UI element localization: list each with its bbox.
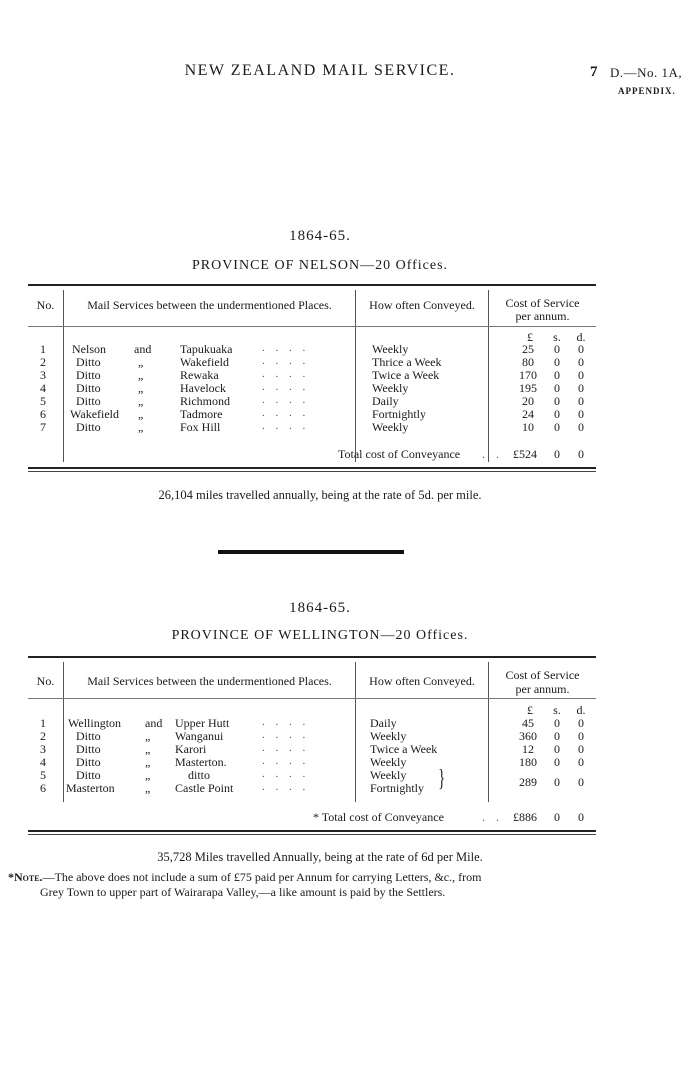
leader-dots: . . . . [262, 729, 310, 741]
leader-dots: . . [482, 810, 503, 824]
frequency: Fortnightly [370, 781, 425, 795]
leader-dots: . . . . [262, 742, 310, 754]
wellington-total-pence: 0 [578, 810, 584, 824]
frequency: Twice a Week [372, 368, 440, 382]
cost-pounds: 289 [519, 775, 537, 789]
nelson-col-header-cost-line1: Cost of Service [505, 296, 580, 310]
frequency: Fortnightly [372, 407, 427, 421]
route-and: and [145, 716, 163, 730]
leader-dots: . . . . [262, 407, 310, 419]
nelson-table-bottom-rule-thin [28, 471, 596, 472]
wellington-total-pounds: £886 [513, 810, 537, 824]
cost-shillings: 0 [554, 742, 560, 756]
wellington-total-shillings: 0 [554, 810, 560, 824]
row-number: 5 [40, 394, 46, 408]
route-and: „ [138, 355, 144, 369]
wellington-col-header-services: Mail Services between the undermentioned Places. [87, 674, 332, 688]
nelson-col-header-frequency: How often Conveyed. [369, 298, 475, 312]
route-from: Ditto [76, 368, 101, 382]
nelson-total-pounds: £524 [513, 447, 537, 461]
nelson-header-rule [28, 326, 596, 327]
wellington-col-header-frequency: How often Conveyed. [369, 674, 475, 688]
cost-pence: 0 [578, 755, 584, 769]
cost-shillings: 0 [554, 407, 560, 421]
row-number: 2 [40, 729, 46, 743]
row-number: 4 [40, 755, 46, 769]
cost-pence: 0 [578, 381, 584, 395]
wellington-pence-header: d. [576, 703, 586, 717]
frequency: Twice a Week [370, 742, 438, 756]
cost-shillings: 0 [554, 368, 560, 382]
nelson-col-divider-no [63, 290, 64, 462]
row-number: 6 [40, 781, 46, 795]
route-to: Rewaka [180, 368, 219, 382]
cost-shillings: 0 [554, 729, 560, 743]
route-and: „ [138, 420, 144, 434]
cost-shillings: 0 [554, 394, 560, 408]
cost-pounds: 170 [519, 368, 537, 382]
route-and: „ [138, 407, 144, 421]
nelson-pounds-header: £ [527, 330, 533, 344]
cost-pounds: 80 [522, 355, 534, 369]
nelson-year: 1864-65. [289, 228, 351, 244]
route-and: „ [145, 781, 151, 795]
cost-pence: 0 [578, 775, 584, 789]
route-to: Masterton. [175, 755, 227, 769]
cost-pounds: 360 [519, 729, 537, 743]
route-from: Ditto [76, 355, 101, 369]
route-from: Ditto [76, 381, 101, 395]
leader-dots: . . . . [262, 381, 310, 393]
leader-dots: . . . . [262, 394, 310, 406]
wellington-table-bottom-rule [28, 830, 596, 832]
cost-pounds: 20 [522, 394, 534, 408]
frequency: Daily [372, 394, 399, 408]
row-number: 3 [40, 368, 46, 382]
route-and: „ [145, 742, 151, 756]
row-number: 5 [40, 768, 46, 782]
cost-pence: 0 [578, 716, 584, 730]
wellington-col-header-cost-line2: per annum. [515, 682, 570, 696]
page-number: 7 [590, 64, 598, 80]
row-number: 7 [40, 420, 46, 434]
route-from: Ditto [76, 768, 101, 782]
frequency: Weekly [370, 755, 407, 769]
leader-dots: . . . . [262, 755, 310, 767]
wellington-province-title: PROVINCE OF WELLINGTON—20 Offices. [171, 628, 469, 643]
cost-shillings: 0 [554, 716, 560, 730]
cost-shillings: 0 [554, 775, 560, 789]
route-from: Ditto [76, 394, 101, 408]
row-number: 3 [40, 742, 46, 756]
cost-shillings: 0 [554, 381, 560, 395]
cost-pence: 0 [578, 420, 584, 434]
route-and: „ [138, 381, 144, 395]
route-to: Upper Hutt [175, 716, 230, 730]
wellington-shillings-header: s. [553, 703, 561, 717]
brace-icon: } [438, 766, 446, 792]
cost-pence: 0 [578, 742, 584, 756]
frequency: Weekly [372, 381, 409, 395]
route-from: Masterton [66, 781, 115, 795]
route-and: „ [145, 768, 151, 782]
route-to: Wanganui [175, 729, 224, 743]
route-to: Karori [175, 742, 207, 756]
frequency: Weekly [370, 768, 407, 782]
cost-pence: 0 [578, 394, 584, 408]
document-reference: D.—No. 1A, [610, 65, 683, 80]
cost-pence: 0 [578, 355, 584, 369]
leader-dots: . . . . [262, 768, 310, 780]
wellington-miles-summary: 35,728 Miles travelled Annually, being at the rate of 6d per Mile. [157, 850, 483, 864]
wellington-header-rule [28, 698, 596, 699]
route-from: Wakefield [70, 407, 120, 421]
cost-pence: 0 [578, 407, 584, 421]
cost-pounds: 45 [522, 716, 534, 730]
leader-dots: . . . . [262, 716, 310, 728]
route-and: „ [138, 368, 144, 382]
cost-pence: 0 [578, 342, 584, 356]
nelson-col-header-no: No. [36, 298, 55, 312]
route-and: „ [145, 729, 151, 743]
route-from: Ditto [76, 420, 101, 434]
nelson-table-bottom-rule [28, 467, 596, 469]
route-to: Wakefield [180, 355, 230, 369]
cost-pence: 0 [578, 729, 584, 743]
route-to: Fox Hill [180, 420, 221, 434]
leader-dots: . . . . [262, 342, 310, 354]
footnote-lead: *Note. [8, 870, 43, 884]
leader-dots: . . . . [262, 355, 310, 367]
section-divider [218, 550, 404, 554]
row-number: 1 [40, 342, 46, 356]
row-number: 6 [40, 407, 46, 421]
wellington-col-header-no: No. [36, 674, 55, 688]
wellington-table-top-rule [28, 656, 596, 658]
route-and: „ [138, 394, 144, 408]
nelson-total-pence: 0 [578, 447, 584, 461]
route-to: Richmond [180, 394, 230, 408]
wellington-pounds-header: £ [527, 703, 533, 717]
row-number: 4 [40, 381, 46, 395]
wellington-total-label: * Total cost of Conveyance [313, 810, 444, 824]
frequency: Weekly [372, 342, 409, 356]
cost-pence: 0 [578, 368, 584, 382]
route-from: Ditto [76, 729, 101, 743]
nelson-col-header-cost-line2: per annum. [515, 309, 570, 323]
route-and: and [134, 342, 152, 356]
cost-shillings: 0 [554, 755, 560, 769]
cost-shillings: 0 [554, 355, 560, 369]
wellington-col-header-cost-line1: Cost of Service [505, 668, 580, 682]
route-from: Nelson [72, 342, 106, 356]
leader-dots: . . . . [262, 368, 310, 380]
wellington-table-bottom-rule-thin [28, 834, 596, 835]
appendix-label: APPENDIX. [618, 86, 676, 96]
nelson-total-label: Total cost of Conveyance [338, 447, 461, 461]
nelson-shillings-header: s. [553, 330, 561, 344]
frequency: Weekly [370, 729, 407, 743]
route-to: Tadmore [180, 407, 223, 421]
route-to: ditto [188, 768, 211, 782]
cost-pounds: 195 [519, 381, 537, 395]
nelson-col-divider-services [355, 290, 356, 462]
cost-pounds: 12 [522, 742, 534, 756]
footnote-text: —The above does not include a sum of £75 paid per Annum for carrying Letters, &c., from [42, 870, 482, 884]
nelson-col-header-services: Mail Services between the undermentioned Places. [87, 298, 332, 312]
nelson-total-shillings: 0 [554, 447, 560, 461]
nelson-province-title: PROVINCE OF NELSON—20 Offices. [191, 258, 449, 273]
nelson-pence-header: d. [576, 330, 586, 344]
nelson-miles-summary: 26,104 miles travelled annually, being at the rate of 5d. per mile. [158, 488, 482, 502]
leader-dots: . . . . [262, 420, 310, 432]
frequency: Daily [370, 716, 397, 730]
route-to: Havelock [180, 381, 226, 395]
wellington-year: 1864-65. [289, 600, 351, 616]
route-to: Tapukuaka [180, 342, 233, 356]
row-number: 2 [40, 355, 46, 369]
cost-pounds: 24 [522, 407, 534, 421]
cost-shillings: 0 [554, 342, 560, 356]
route-and: „ [145, 755, 151, 769]
route-from: Ditto [76, 742, 101, 756]
row-number: 1 [40, 716, 46, 730]
nelson-table-top-rule [28, 284, 596, 286]
route-to: Castle Point [175, 781, 234, 795]
cost-pounds: 10 [522, 420, 534, 434]
footnote-continuation: Grey Town to upper part of Wairarapa Valley,—a like amount is paid by the Settlers. [40, 885, 446, 899]
leader-dots: . . . . [262, 781, 310, 793]
leader-dots: . . [482, 447, 503, 461]
route-from: Wellington [68, 716, 122, 730]
cost-pounds: 25 [522, 342, 534, 356]
frequency: Thrice a Week [372, 355, 442, 369]
cost-shillings: 0 [554, 420, 560, 434]
page-header-title: NEW ZEALAND MAIL SERVICE. [184, 62, 456, 79]
frequency: Weekly [372, 420, 409, 434]
footnote [8, 870, 593, 885]
route-from: Ditto [76, 755, 101, 769]
cost-pounds: 180 [519, 755, 537, 769]
